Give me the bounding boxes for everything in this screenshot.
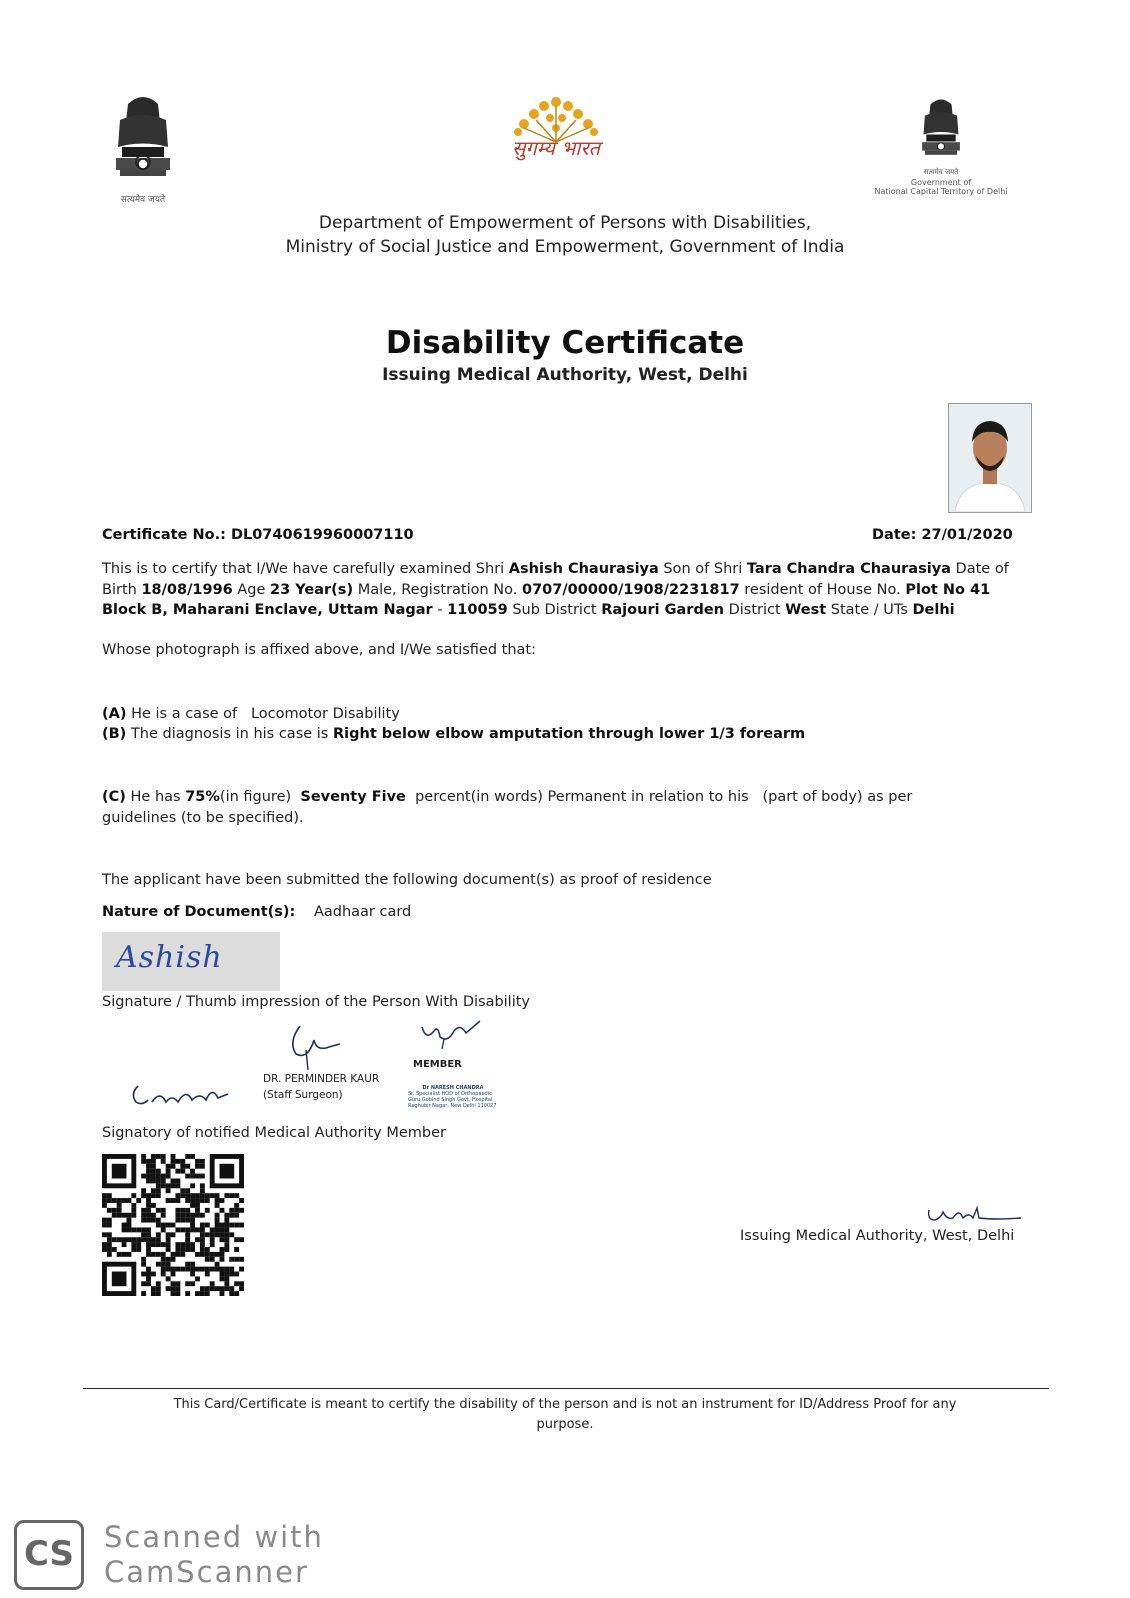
person-photo-icon	[949, 404, 1031, 512]
doctor-role: (Staff Surgeon)	[263, 1089, 343, 1101]
applicant-signature-caption: Signature / Thumb impression of the Person With Disability	[102, 994, 531, 1010]
camscanner-logo-text: CS	[23, 1534, 75, 1574]
emblem-right-line2: National Capital Territory of Delhi	[874, 187, 1008, 196]
photo-statement: Whose photograph is affixed above, and I/We satisfied that:	[102, 642, 536, 658]
member-stamp-line3: Guru Gobind Singh Govt. Hospital	[408, 1097, 493, 1103]
gender-registration-label: Male, Registration No.	[357, 581, 518, 598]
father-name: Tara Chandra Chaurasiya	[746, 561, 951, 577]
district-label: District	[728, 602, 781, 618]
emblem-right	[873, 96, 1009, 206]
footer-line-1: This Card/Certificate is meant to certify the disability of the person and is not an instrument for ID/Address Proof for any	[173, 1397, 957, 1412]
department-line-1: Department of Empowerment of Persons with Disabilities,	[318, 213, 812, 233]
footer-line-2: purpose.	[536, 1417, 594, 1432]
age-label: Age	[237, 581, 266, 598]
district-value: West	[785, 602, 827, 618]
diagnosis-value: Right below elbow amputation through lower 1/3 forearm	[332, 726, 806, 742]
chairperson-signature-scribble	[128, 1080, 240, 1110]
finding-a-text: He is a case of Locomotor Disability	[131, 706, 400, 722]
intro-text: This is to certify that I/We have carefully examined Shri	[102, 561, 505, 577]
finding-b-text: The diagnosis in his case is	[130, 726, 329, 742]
emblem-right-line1: Government of	[910, 178, 972, 187]
address-value: Plot No 41 Block B, Maharani Enclave, Uttam Nagar	[102, 581, 991, 618]
dob-label: Date of Birth	[102, 561, 1009, 598]
member-stamp-line2: Sr. Specialist HOD of Orthopaedic	[408, 1091, 492, 1097]
finding-c-figure-note: (in figure)	[219, 789, 292, 805]
state-label: State / UTs	[830, 602, 908, 618]
subdistrict-value: Rajouri Garden	[601, 602, 724, 618]
son-of-text: Son of Shri	[663, 561, 743, 577]
finding-c-rest: percent(in words) Permanent in relation to his (part of body) as per	[415, 789, 913, 805]
emblem-center	[506, 92, 606, 182]
camscanner-line-2: CamScanner	[104, 1555, 309, 1589]
finding-b-label: (B)	[102, 726, 127, 742]
issuing-authority-caption: Issuing Medical Authority, West, Delhi	[740, 1228, 1015, 1244]
issuing-authority-signature-scribble	[925, 1204, 1025, 1226]
pin-value: 110059	[447, 602, 508, 618]
dob-value: 18/08/1996	[141, 581, 233, 598]
certificate-number	[102, 525, 414, 546]
resident-label: resident of House No.	[744, 581, 901, 598]
member-stamp	[408, 1085, 498, 1109]
camscanner-logo	[14, 1520, 84, 1590]
sugamya-bharat-caption: सुगम्य भारत	[511, 136, 601, 160]
documents-intro: The applicant have been submitted the following document(s) as proof of residence	[102, 872, 712, 888]
member-stamp-line4: Raghubir Nagar, New Delhi 110027	[408, 1103, 497, 1109]
certificate-date	[872, 525, 1013, 546]
certificate-date-value: 27/01/2020	[921, 527, 1013, 543]
certificate-date-label: Date:	[872, 527, 917, 543]
camscanner-line-1: Scanned with	[104, 1520, 324, 1554]
documents-value: Aadhaar card	[313, 904, 412, 920]
finding-c-line2: guidelines (to be specified).	[102, 810, 304, 826]
certification-paragraph	[102, 559, 1034, 621]
page-subtitle: Issuing Medical Authority, West, Delhi	[382, 365, 748, 385]
department-line-2: Ministry of Social Justice and Empowerment, Government of India	[285, 237, 845, 257]
applicant-signature-box	[102, 932, 280, 991]
disability-percent-words: Seventy Five	[300, 789, 406, 805]
authority-signatory-caption: Signatory of notified Medical Authority Member	[102, 1125, 446, 1141]
pin-separator: -	[432, 602, 448, 618]
finding-c-prefix: He has	[130, 789, 181, 805]
qr-code	[102, 1154, 244, 1296]
page-title: Disability Certificate	[385, 325, 745, 361]
documents-label: Nature of Document(s):	[102, 904, 296, 920]
qr-code-icon	[102, 1154, 244, 1296]
finding-c	[102, 787, 1002, 808]
subdistrict-label: Sub District	[512, 602, 597, 618]
national-emblem-icon	[915, 96, 967, 166]
member-stamp-line1: Dr NARESH CHANDRA	[422, 1085, 484, 1091]
state-value: Delhi	[912, 602, 955, 618]
certificate-number-label: Certificate No.:	[102, 527, 226, 543]
certificate-number-value: DL0740619960007110	[230, 527, 414, 543]
finding-a-label: (A)	[102, 706, 127, 722]
registration-number: 0707/00000/1908/2231817	[521, 581, 740, 598]
doctor-signature-scribble	[286, 1020, 346, 1072]
applicant-photo	[948, 403, 1032, 513]
emblem-motto: सत्यमेव जयते	[120, 195, 166, 205]
emblem-right-hindi: सत्यमेव जयते	[923, 168, 959, 176]
footer-divider	[83, 1388, 1049, 1389]
applicant-name: Ashish Chaurasiya	[508, 561, 659, 577]
member-label: MEMBER	[413, 1059, 462, 1070]
emblem-left	[108, 92, 178, 204]
member-signature-scribble	[418, 1017, 484, 1053]
documents-nature	[102, 902, 411, 923]
age-value: 23 Year(s)	[270, 581, 354, 598]
national-emblem-icon	[108, 92, 178, 192]
finding-b	[102, 724, 805, 745]
doctor-name: DR. PERMINDER KAUR	[263, 1073, 380, 1085]
disability-percent: 75%	[185, 789, 220, 805]
finding-c-label: (C)	[102, 789, 126, 805]
applicant-signature: Ashish	[116, 940, 223, 975]
finding-a	[102, 704, 400, 725]
